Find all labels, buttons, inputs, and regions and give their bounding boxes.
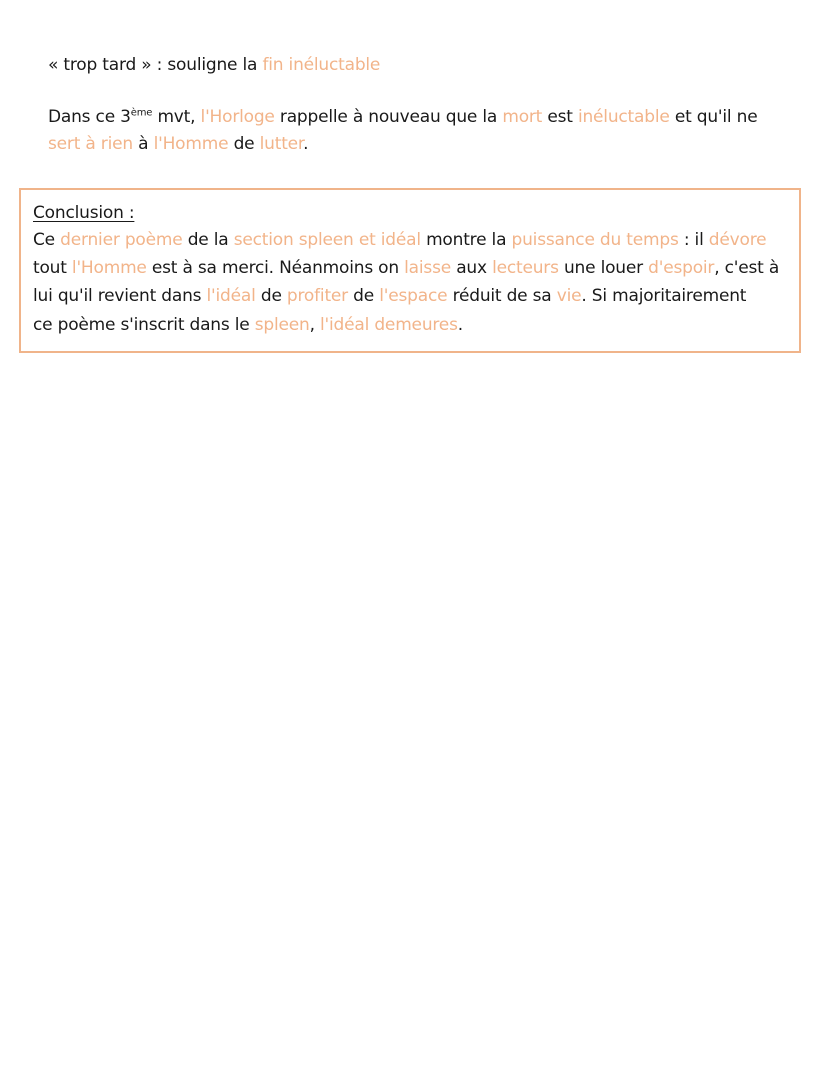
text-segment: aux: [451, 258, 493, 278]
conclusion-line-2: [33, 255, 779, 281]
highlight-segment: puissance du temps: [511, 230, 679, 250]
text-segment: une louer: [558, 258, 649, 278]
highlight-segment: inéluctable: [577, 107, 670, 127]
text-segment: rappelle à nouveau que la: [274, 107, 503, 127]
text-segment: Dans ce 3: [48, 107, 131, 127]
conclusion-line-4: [33, 312, 463, 338]
highlight-segment: l'espace: [379, 286, 448, 306]
highlight-segment: lutter: [259, 134, 304, 154]
highlight-segment: l'Horloge: [200, 107, 275, 127]
conclusion-line-3: [33, 283, 746, 309]
text-segment: lui qu'il revient dans: [33, 286, 207, 306]
text-segment: .: [457, 315, 463, 335]
text-segment: : il: [678, 230, 709, 250]
text-segment: , c'est à: [714, 258, 780, 278]
text-segment: réduit de sa: [447, 286, 557, 306]
highlight-segment: lecteurs: [492, 258, 559, 278]
text-segment: montre la: [420, 230, 512, 250]
highlight-segment: l'idéal: [206, 286, 256, 306]
quote-text: « trop tard »: [48, 55, 152, 75]
highlight-segment: l'Homme: [153, 134, 229, 154]
text-segment: à: [132, 134, 154, 154]
highlight-segment: sert à rien: [48, 134, 133, 154]
text-segment: et qu'il ne: [669, 107, 758, 127]
highlight-segment: dernier poème: [60, 230, 183, 250]
text-segment: de la: [182, 230, 234, 250]
text-segment: .: [303, 134, 309, 154]
highlight-segment: dévore: [708, 230, 767, 250]
highlight-segment: mort: [502, 107, 543, 127]
text-segment: ,: [309, 315, 321, 335]
paragraph-line-2: [48, 131, 308, 157]
highlight-segment: vie: [556, 286, 582, 306]
highlight-segment: fin inéluctable: [262, 55, 381, 75]
highlight-segment: l'idéal demeures: [320, 315, 458, 335]
text-segment: mvt,: [152, 107, 201, 127]
text-segment: est: [542, 107, 578, 127]
text-segment: ce poème s'inscrit dans le: [33, 315, 255, 335]
superscript: ème: [130, 107, 153, 119]
text-segment: est à sa merci. Néanmoins on: [146, 258, 405, 278]
text-segment: de: [228, 134, 260, 154]
highlight-segment: d'espoir: [648, 258, 715, 278]
highlight-segment: spleen: [254, 315, 310, 335]
highlight-segment: l'Homme: [71, 258, 147, 278]
text-segment: tout: [33, 258, 72, 278]
highlight-segment: profiter: [286, 286, 348, 306]
text-segment: de: [347, 286, 380, 306]
text-segment: de: [255, 286, 287, 306]
highlight-segment: laisse: [404, 258, 451, 278]
paragraph-line-1: [48, 104, 757, 130]
text-segment: Ce: [33, 230, 61, 250]
conclusion-title: Conclusion :: [33, 203, 135, 223]
text-segment: : souligne la: [151, 55, 263, 75]
conclusion-line-1: [33, 227, 766, 253]
quote-line: [48, 52, 380, 78]
text-segment: . Si majoritairement: [581, 286, 747, 306]
highlight-segment: section spleen et idéal: [233, 230, 421, 250]
